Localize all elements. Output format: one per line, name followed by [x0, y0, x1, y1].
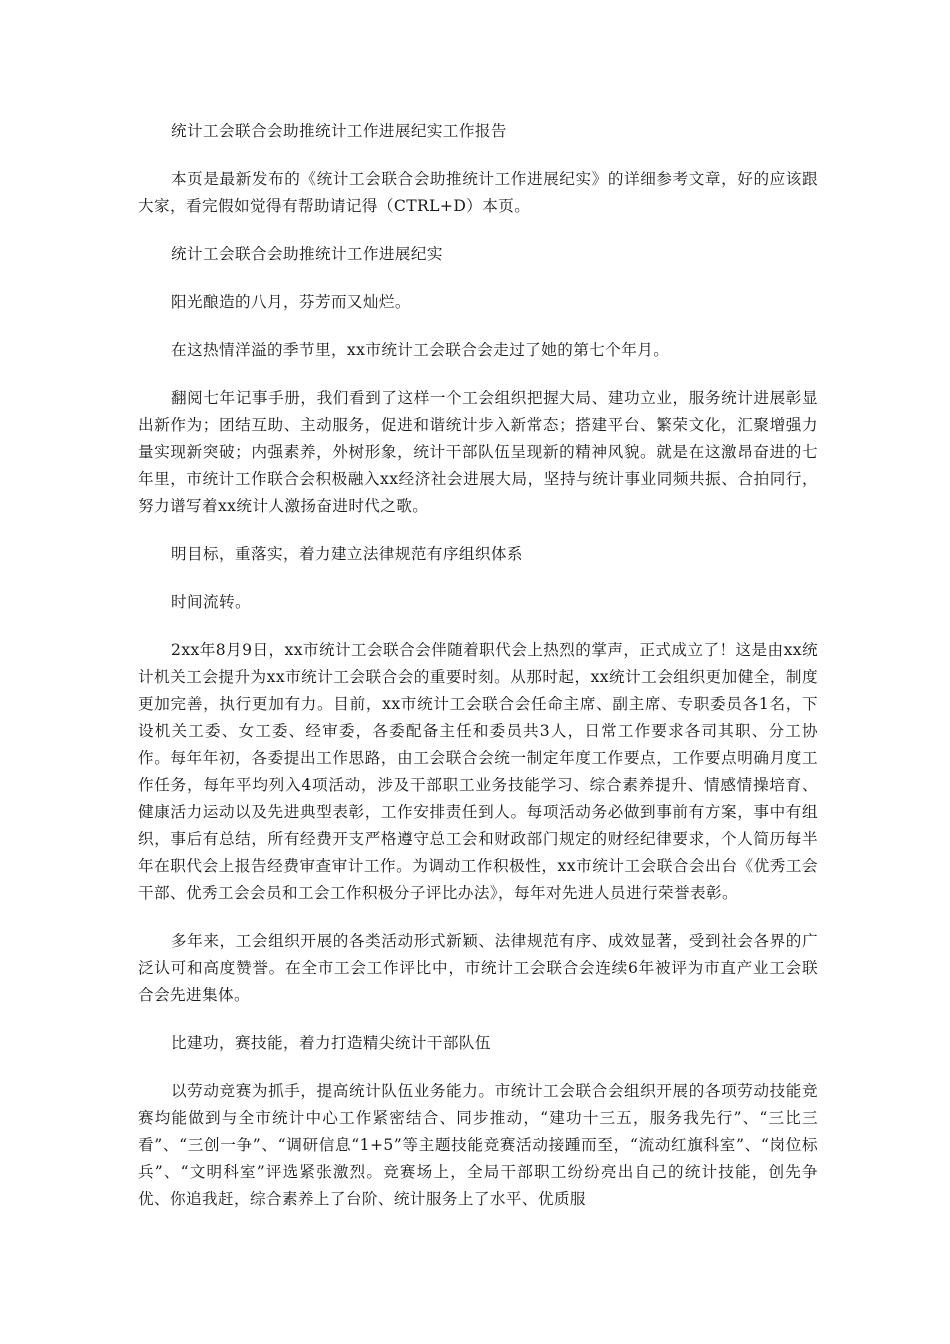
paragraph: 阳光酿造的八月，芬芳而又灿烂。: [171, 293, 411, 311]
paragraph: 2xx年8月9日，xx市统计工会联合会伴随着职代会上热烈的掌声，正式成立了！这是由xx统计机关工会提升为xx市统计工会联合会的重要时刻。从那时起，xx统计工会组织更加健全，制度更加完善，执行更加有力。目前，xx市统计工会联合会任命主席、副主席、专职委员各1名，下设机关工委、女工委、经审委，各委配备主任和委员共3人，日常工作要求各司其职、分工协作。每年年初，各委提出工作思路，由工会联合会统一制定年度工作要点，工作要点明确月度工作任务，每年平均列入4项活动，涉及干部职工业务技能学习、综合素养提升、情感情操培育、健康活力运动以及先进典型表彰，工作安排责任到人。每项活动务必做到事前有方案，事中有组织，事后有总结，所有经费开支严格遵守总工会和财政部门规定的财经纪律要求，个人简历每半年在职代会上报告经费审查审计工作。为调动工作积极性，xx市统计工会联合会出台《优秀工会干部、优秀工会会员和工会工作积极分子评比办法》，每年对先进人员进行荣誉表彰。: [138, 641, 818, 902]
paragraph: 翻阅七年记事手册，我们看到了这样一个工会组织把握大局、建功立业，服务统计进展彰显出新作为；团结互助、主动服务，促进和谐统计步入新常态；搭建平台、繁荣文化，汇聚增强力量实现新突破；内强素养，外树形象，统计干部队伍呈现新的精神风貌。就是在这激昂奋进的七年里，市统计工作联合会积极融入xx经济社会进展大局，坚持与统计事业同频共振、合拍同行，努力谱写着xx统计人激扬奋进时代之歌。: [138, 389, 818, 515]
paragraph: 以劳动竞赛为抓手，提高统计队伍业务能力。市统计工会联合会组织开展的各项劳动技能竞赛均能做到与全市统计中心工作紧密结合、同步推动，“建功十三五，服务我先行”、“三比三看”、“三创一争”、“调研信息“1+5”等主题技能竞赛活动接踵而至，“流动红旗科室”、“岗位标兵”、“文明科室”评选紧张激烈。竞赛场上，全局干部职工纷纷亮出自己的统计技能，创先争优、你追我赶，综合素养上了台阶、统计服务上了水平、优质服: [138, 1082, 818, 1208]
section-heading: 明目标，重落实，着力建立法律规范有序组织体系: [171, 545, 523, 563]
paragraph-subtitle: 统计工会联合会助推统计工作进展纪实: [171, 245, 443, 263]
paragraph: 多年来，工会组织开展的各类活动形式新颖、法律规范有序、成效显著，受到社会各界的广泛认可和高度赞誉。在全市工会工作评比中，市统计工会联合会连续6年被评为市直产业工会联合会先进集体。: [138, 932, 818, 1004]
paragraph-intro: 本页是最新发布的《统计工会联合会助推统计工作进展纪实》的详细参考文章，好的应该跟大家，看完假如觉得有帮助请记得（CTRL+D）本页。: [138, 170, 818, 215]
section-heading: 比建功，赛技能，着力打造精尖统计干部队伍: [171, 1034, 491, 1052]
document-page: [138, 118, 818, 1234]
paragraph: 时间流转。: [171, 593, 251, 611]
paragraph: 在这热情洋溢的季节里，xx市统计工会联合会走过了她的第七个年月。: [171, 341, 670, 359]
document-title: 统计工会联合会助推统计工作进展纪实工作报告: [171, 122, 507, 140]
